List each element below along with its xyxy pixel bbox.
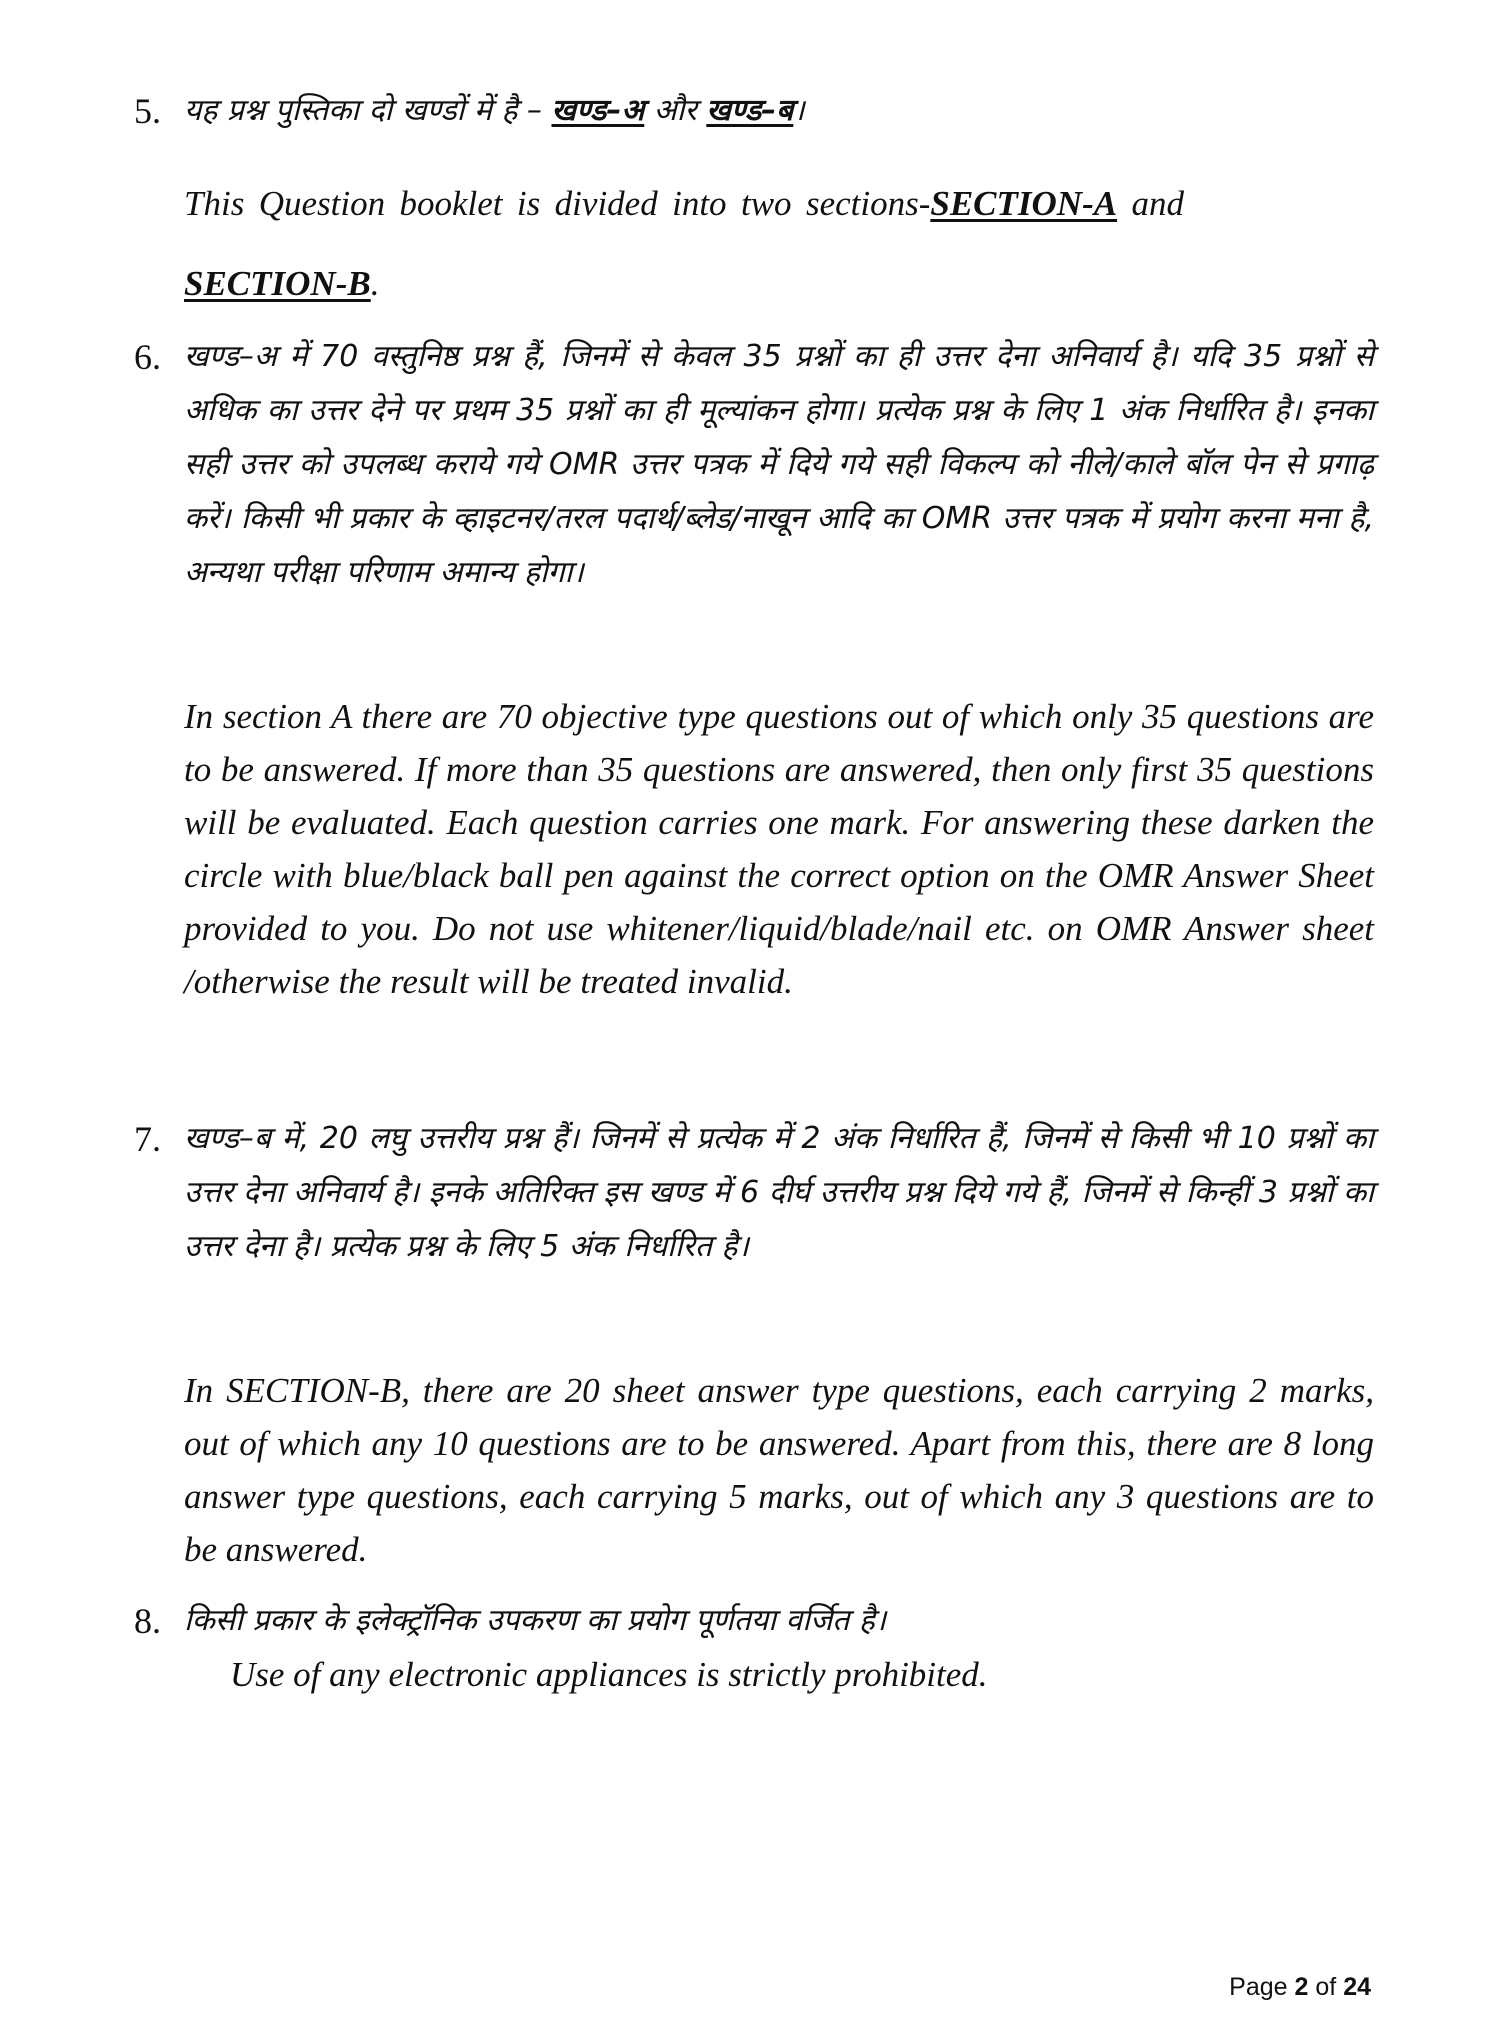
hindi-text: खण्ड–अ में 70 वस्तुनिष्ठ प्रश्न हैं, जिनमें से केवल 35 प्रश्नों का ही उत्तर देना अनिवार्य है। यदि 35 प्रश्नों से अधिक का उत्तर देने पर प्रथम 35 प्रश्नों का ही मूल्यांकन होगा। प्रत्येक प्रश्न के लिए 1 अंक निर्धारित है। इनका सही उत्तर को उपलब्ध कराये गये OMR उत्तर पत्रक में दिये गये सही विकल्प को नीले/काले बॉल पेन से प्रगाढ़ करें। किसी भी प्रकार के व्हाइटनर/तरल पदार्थ/ब्लेड/नाखून आदि का OMR उत्तर पत्रक में प्रयोग करना मना है, अन्यथा परीक्षा परिणाम अमान्य होगा। xyxy=(184,339,1374,590)
item-number: 7. xyxy=(134,1119,161,1159)
english-section-a: SECTION-A xyxy=(930,184,1118,223)
hindi-text: किसी प्रकार के इलेक्ट्रॉनिक उपकरण का प्रयोग पूर्णतया वर्जित है। xyxy=(184,1603,887,1638)
english-section-b: SECTION-B xyxy=(184,264,371,303)
english-and: and xyxy=(1131,184,1184,223)
instruction-item-6 xyxy=(134,326,1374,1086)
english-intro: This Question booklet is divided into two sections- xyxy=(184,184,931,223)
english-end: . xyxy=(370,264,380,303)
english-text xyxy=(184,164,1184,324)
hindi-text: खण्ड–ब में, 20 लघु उत्तरीय प्रश्न हैं। जिनमें से प्रत्येक में 2 अंक निर्धारित हैं, जिनमें से किसी भी 10 प्रश्नों का उत्तर देना अनिवार्य है। इनके अतिरिक्त इस खण्ड में 6 दीर्घ उत्तरीय प्रश्न दिये गये हैं, जिनमें से किन्हीं 3 प्रश्नों का उत्तर देना है। प्रत्येक प्रश्न के लिए 5 अंक निर्धारित है। xyxy=(184,1121,1374,1264)
of-word: of xyxy=(1315,1973,1337,2001)
item-number: 6. xyxy=(134,337,161,377)
total-pages: 24 xyxy=(1343,1973,1371,2001)
hindi-section-b: खण्ड–ब xyxy=(706,93,794,128)
hindi-text xyxy=(184,84,1374,138)
current-page: 2 xyxy=(1294,1973,1309,2001)
hindi-end: । xyxy=(793,93,805,128)
item-number: 5. xyxy=(134,91,161,131)
english-text: Use of any electronic appliances is strictly prohibited. xyxy=(230,1655,988,1694)
english-text: In SECTION-B, there are 20 sheet answer type questions, each carrying 2 marks, out of which any 10 questions are to be answered. Apart from this, there are 8 long answer type questions, each carrying 5 marks, out of which any 3 questions are to be answered. xyxy=(184,1371,1374,1569)
english-text: In section A there are 70 objective type questions out of which only 35 questions are to be answered. If more than 35 questions are answered, then only first 35 questions will be evaluated. Each question carries one mark. For answering these darken the circle with blue/black ball pen against the correct option on the OMR Answer Sheet provided to you. Do not use whitener/liquid/blade/nail etc. on OMR Answer sheet /otherwise the result will be treated invalid. xyxy=(184,697,1374,1001)
instruction-item-5 xyxy=(134,84,1374,304)
instruction-item-7 xyxy=(134,1108,1374,1578)
hindi-and: और xyxy=(653,93,697,128)
hindi-section-a: खण्ड–अ xyxy=(551,93,645,128)
page-word: Page xyxy=(1229,1973,1288,2001)
hindi-intro: यह प्रश्न पुस्तिका दो खण्डों में है – xyxy=(184,93,542,128)
item-number: 8. xyxy=(134,1601,161,1641)
instruction-item-8 xyxy=(134,1592,1374,1712)
page-number-footer xyxy=(1229,1972,1371,2002)
